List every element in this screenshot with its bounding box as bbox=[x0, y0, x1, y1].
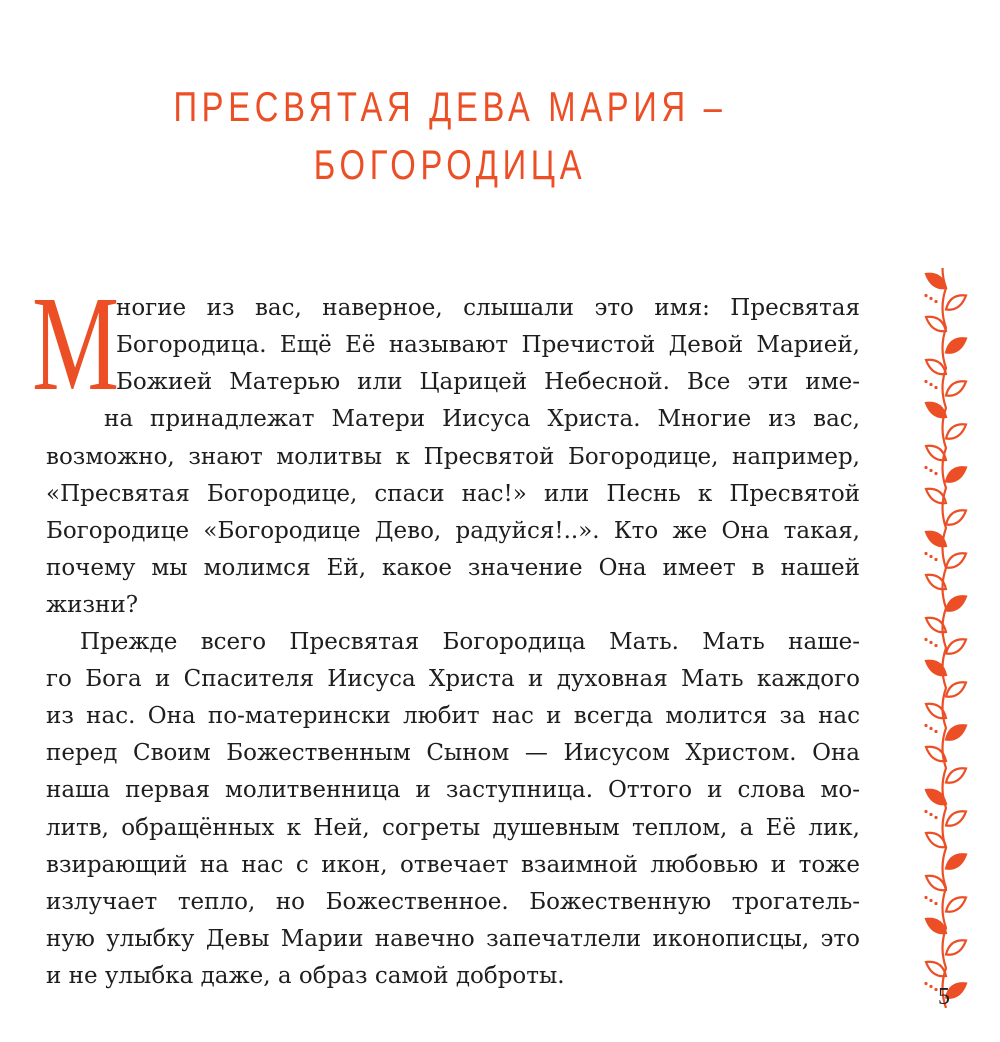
leaf-icon bbox=[946, 768, 966, 782]
leaf-icon bbox=[946, 338, 966, 352]
leaf-icon bbox=[946, 295, 966, 309]
text-line: литв, обращённых к Ней, согреты душевным теплом, а Её лик, bbox=[46, 815, 860, 841]
leaf-icon bbox=[946, 897, 966, 911]
berry-dot-icon bbox=[934, 902, 937, 905]
text-line: го Бога и Спасителя Иисуса Христа и духовная Мать каждого bbox=[46, 666, 860, 692]
leaf-icon bbox=[946, 725, 966, 739]
leaf-icon bbox=[926, 532, 946, 546]
text-line: Божией Матерью или Царицей Небесной. Все эти име- bbox=[116, 369, 860, 395]
berry-dot-icon bbox=[934, 386, 937, 389]
leaf-icon bbox=[946, 424, 966, 438]
text-line: Богородица. Ещё Её называют Пречистой Девой Марией, bbox=[116, 332, 860, 358]
leaf-icon bbox=[946, 467, 966, 481]
text-line: почему мы молимся Ей, какое значение Она имеет в нашей bbox=[46, 555, 860, 581]
text-line: наша первая молитвенница и заступница. Оттого и слова мо- bbox=[46, 777, 860, 803]
leaf-icon bbox=[926, 962, 946, 976]
berry-dot-icon bbox=[929, 297, 932, 300]
chapter-title-line-1: ПРЕСВЯТАЯ ДЕВА МАРИЯ – bbox=[173, 83, 727, 130]
berry-dot-icon bbox=[924, 896, 927, 899]
berry-dot-icon bbox=[929, 641, 932, 644]
berry-dot-icon bbox=[934, 730, 937, 733]
berry-dot-icon bbox=[934, 558, 937, 561]
berry-dot-icon bbox=[924, 724, 927, 727]
leaf-icon bbox=[946, 682, 966, 696]
page-number: 5 bbox=[938, 984, 950, 1010]
berry-dot-icon bbox=[934, 300, 937, 303]
berry-dot-icon bbox=[924, 552, 927, 555]
berry-dot-icon bbox=[929, 727, 932, 730]
text-line: взирающий на нас с икон, отвечает взаимной любовью и тоже bbox=[46, 852, 860, 878]
berry-dot-icon bbox=[929, 813, 932, 816]
leaf-icon bbox=[946, 854, 966, 868]
vine-stem bbox=[924, 268, 966, 1008]
berry-dot-icon bbox=[924, 638, 927, 641]
leaf-icon bbox=[946, 553, 966, 567]
text-line: ногие из вас, наверное, слышали это имя: Пресвятая bbox=[116, 295, 860, 321]
text-line: излучает тепло, но Божественное. Божественную трогатель- bbox=[46, 889, 860, 915]
text-line: Богородице «Богородице Дево, радуйся!..». Кто же Она такая, bbox=[46, 518, 860, 544]
text-line: Прежде всего Пресвятая Богородица Мать. Мать наше- bbox=[80, 629, 860, 655]
berry-dot-icon bbox=[924, 380, 927, 383]
berry-dot-icon bbox=[929, 469, 932, 472]
berry-dot-icon bbox=[929, 383, 932, 386]
leaf-icon bbox=[946, 639, 966, 653]
text-line: перед Своим Божественным Сыном — Иисусом Христом. Она bbox=[46, 740, 860, 766]
berry-dot-icon bbox=[929, 985, 932, 988]
leaf-icon bbox=[946, 381, 966, 395]
chapter-title bbox=[99, 78, 801, 194]
chapter-title-line-2: БОГОРОДИЦА bbox=[313, 141, 587, 188]
berry-dot-icon bbox=[929, 555, 932, 558]
text-line: жизни? bbox=[46, 592, 139, 618]
berry-dot-icon bbox=[924, 294, 927, 297]
text-line: ную улыбку Девы Марии навечно запечатлели иконописцы, это bbox=[46, 926, 860, 952]
berry-dot-icon bbox=[934, 816, 937, 819]
berry-dot-icon bbox=[929, 899, 932, 902]
berry-dot-icon bbox=[924, 466, 927, 469]
text-line: на принадлежат Матери Иисуса Христа. Многие из вас, bbox=[104, 406, 860, 432]
leaf-icon bbox=[946, 510, 966, 524]
text-line: «Пресвятая Богородице, спаси нас!» или Песнь к Пресвятой bbox=[46, 481, 860, 507]
leaf-icon bbox=[946, 940, 966, 954]
berry-dot-icon bbox=[924, 982, 927, 985]
leaf-icon bbox=[946, 596, 966, 610]
leaf-icon bbox=[946, 811, 966, 825]
vine-stem-path bbox=[943, 268, 947, 1008]
text-line: из нас. Она по-матерински любит нас и всегда молится за нас bbox=[46, 703, 860, 729]
berry-dot-icon bbox=[924, 810, 927, 813]
vine-ornament-icon bbox=[912, 268, 980, 1008]
leaf-icon bbox=[926, 403, 946, 417]
drop-cap-letter: М bbox=[32, 269, 120, 419]
leaf-icon bbox=[926, 360, 946, 374]
berry-dot-icon bbox=[934, 472, 937, 475]
berry-dot-icon bbox=[934, 644, 937, 647]
text-line: и не улыбка даже, а образ самой доброты. bbox=[46, 963, 565, 989]
text-line: возможно, знают молитвы к Пресвятой Богородице, например, bbox=[46, 444, 860, 470]
